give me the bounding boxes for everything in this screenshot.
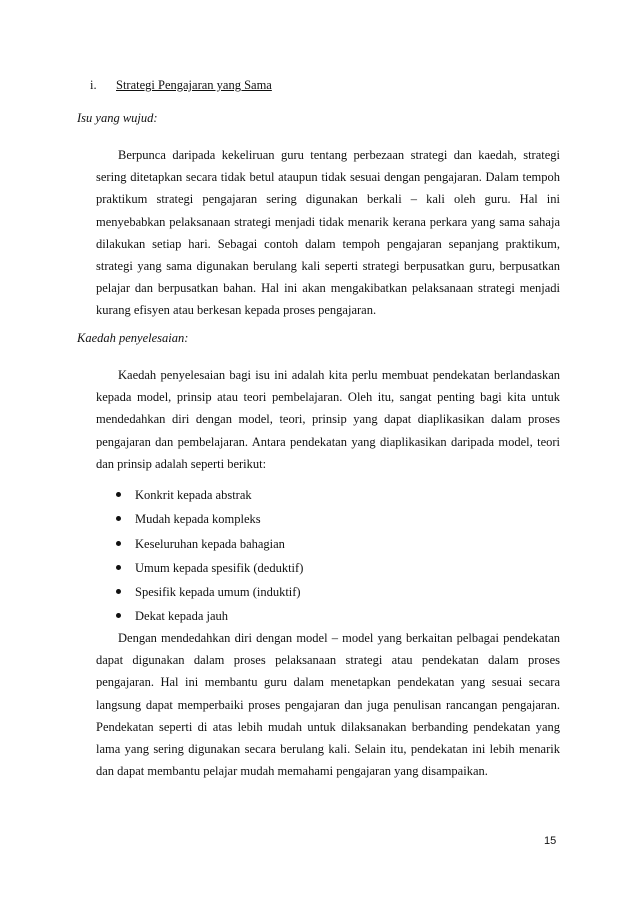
list-item: Konkrit kepada abstrak <box>96 484 303 508</box>
bullet-icon <box>116 492 121 497</box>
list-item: Mudah kepada kompleks <box>96 508 303 532</box>
section-title-text: Strategi Pengajaran yang Sama <box>116 78 272 92</box>
list-item: Spesifik kepada umum (induktif) <box>96 581 303 605</box>
bullet-icon <box>116 565 121 570</box>
list-item: Dekat kepada jauh <box>96 605 303 629</box>
list-item: Keseluruhan kepada bahagian <box>96 533 303 557</box>
issue-paragraph <box>96 144 560 322</box>
bullet-icon <box>116 589 121 594</box>
solution-heading: Kaedah penyelesaian: <box>77 331 189 345</box>
section-number: i. <box>90 78 97 92</box>
bullet-icon <box>116 541 121 546</box>
bullet-icon <box>116 613 121 618</box>
bullet-icon <box>116 516 121 521</box>
solution-paragraph-2 <box>96 627 560 782</box>
issue-heading: Isu yang wujud: <box>77 111 158 125</box>
approach-list <box>96 484 303 630</box>
solution-paragraph-2-text: Dengan mendedahkan diri dengan model – model yang berkaitan pelbagai pendekatan dapat digunakan dalam proses pelaksanaan strategi atau pendekatan dalam proses pengajaran. Hal ini membantu guru dalam menetapkan pendekatan yang sesuai secara langsung dapat memperbaiki proses pengajaran dan juga penulisan rancangan pengajaran. Pendekatan seperti di atas lebih mudah untuk dilaksanakan berbanding pendekatan yang lama yang sering digunakan secara berulang kali. Selain itu, pendekatan ini lebih menarik dan dapat membantu pelajar mudah memahami pengajaran yang disampaikan. <box>96 631 560 779</box>
issue-paragraph-text: Berpunca daripada kekeliruan guru tentang perbezaan strategi dan kaedah, strategi sering ditetapkan secara tidak betul ataupun tidak sesuai dengan pengajaran. Dalam tempoh praktikum strategi pengajaran sering digunakan berkali – kali oleh guru. Hal ini menyebabkan pelaksanaan strategi menjadi tidak menarik kerana perkara yang sama sahaja dilakukan setiap hari. Sebagai contoh dalam tempoh pengajaran sepanjang praktikum, strategi yang sama digunakan berulang kali seperti strategi berpusatkan guru, berpusatkan pelajar dan berpusatkan bahan. Hal ini akan mengakibatkan pelaksanaan strategi menjadi kurang efisyen atau berkesan kepada proses pengajaran. <box>96 148 560 318</box>
list-item: Umum kepada spesifik (deduktif) <box>96 557 303 581</box>
page-number: 15 <box>544 835 557 847</box>
section-title <box>90 78 272 93</box>
solution-paragraph-1-text: Kaedah penyelesaian bagi isu ini adalah kita perlu membuat pendekatan berlandaskan kepada model, prinsip atau teori pembelajaran. Oleh itu, sangat penting bagi kita untuk mendedahkan diri dengan model, teori, prinsip yang dapat diaplikasikan dalam proses pengajaran dan pembelajaran. Antara pendekatan yang diaplikasikan daripada model, teori dan prinsip adalah seperti berikut: <box>96 368 560 471</box>
solution-paragraph-1 <box>96 364 560 475</box>
